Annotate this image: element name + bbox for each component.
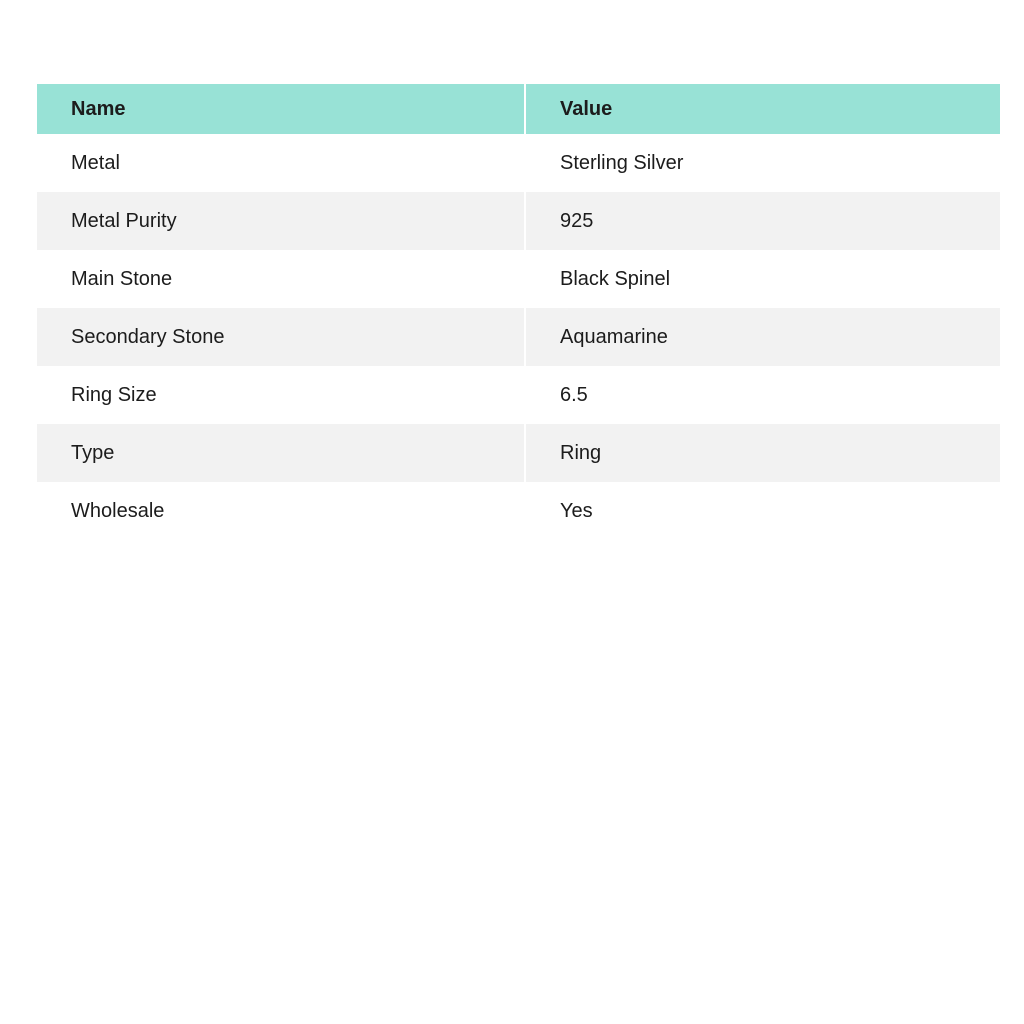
table-row-secondary-stone xyxy=(37,308,1000,366)
table-row-main-stone xyxy=(37,250,1000,308)
attribute-value: Yes xyxy=(524,482,1000,540)
attribute-name: Main Stone xyxy=(71,268,173,290)
attribute-name: Ring Size xyxy=(71,384,157,406)
table-row-wholesale xyxy=(37,482,1000,540)
table-row-metal-purity xyxy=(37,192,1000,250)
attribute-value: 925 xyxy=(524,192,1000,250)
attributes-table xyxy=(37,84,1000,540)
attribute-name: Wholesale xyxy=(71,500,165,522)
attribute-name: Metal xyxy=(71,152,120,174)
attribute-value: Ring xyxy=(524,424,1000,482)
table-header-row xyxy=(37,84,1000,134)
attribute-value: Aquamarine xyxy=(524,308,1000,366)
attribute-name: Type xyxy=(71,442,115,464)
attribute-name: Metal Purity xyxy=(71,210,177,232)
column-header-value: Value xyxy=(524,84,1000,134)
attribute-name: Secondary Stone xyxy=(71,326,225,348)
attribute-value: 6.5 xyxy=(524,366,1000,424)
table-row-type xyxy=(37,424,1000,482)
table-row-metal xyxy=(37,134,1000,192)
table-row-ring-size xyxy=(37,366,1000,424)
attribute-value: Black Spinel xyxy=(524,250,1000,308)
column-header-name: Name xyxy=(71,98,126,120)
attribute-value: Sterling Silver xyxy=(524,134,1000,192)
